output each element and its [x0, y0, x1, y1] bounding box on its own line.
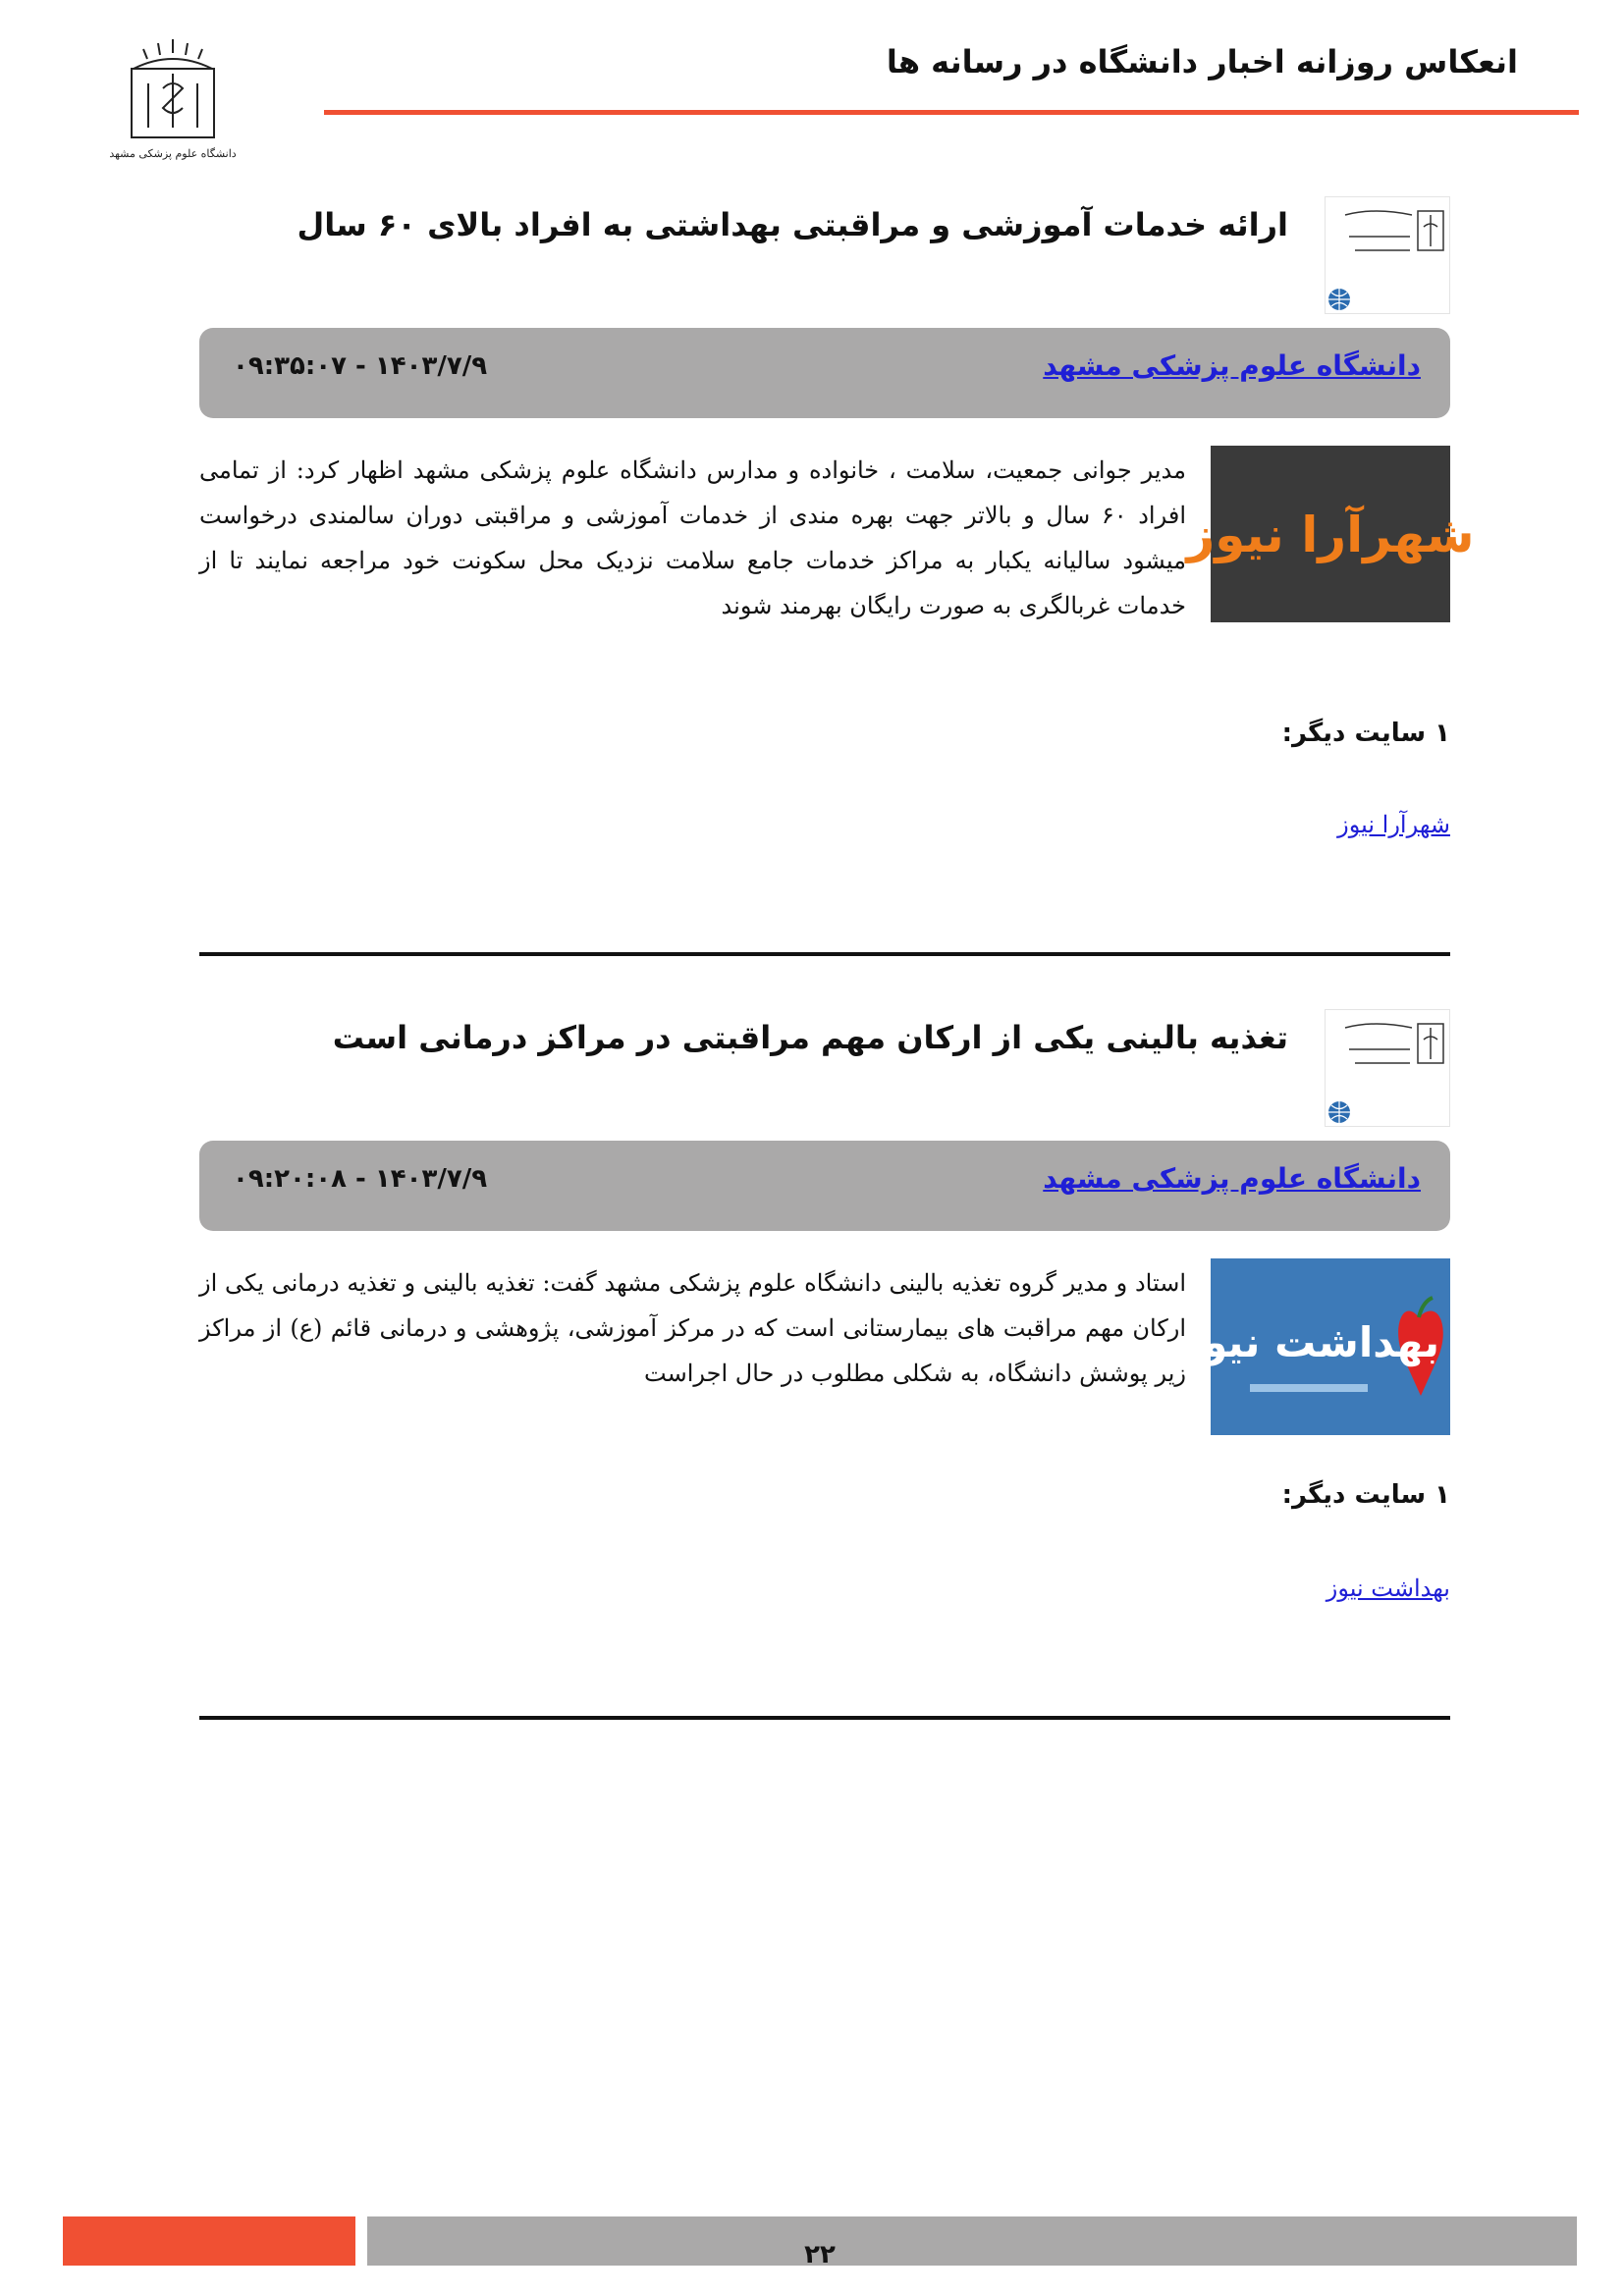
- svg-text:بهداشت نیوز: بهداشت نیوز: [1178, 1318, 1439, 1366]
- page-number: ۲۲: [804, 2240, 836, 2269]
- other-sites-label: ۱ سایت دیگر:: [1281, 1480, 1450, 1510]
- footer-bar: [367, 2216, 1577, 2266]
- other-site-link[interactable]: بهداشت نیوز: [1326, 1575, 1450, 1602]
- page-header-title: انعکاس روزانه اخبار دانشگاه در رسانه ها: [886, 43, 1518, 80]
- article-divider: [199, 952, 1450, 956]
- article-source-link[interactable]: دانشگاه علوم پزشکی مشهد: [1043, 1162, 1421, 1195]
- article-meta-bar: [199, 1141, 1450, 1231]
- source-logo-icon: [1325, 1009, 1450, 1127]
- article-divider: [199, 1716, 1450, 1720]
- article-summary: مدیر جوانی جمعیت، سلامت ، خانواده و مدارس دانشگاه علوم پزشکی مشهد اظهار کرد: از تمامی افراد ۶۰ سال و بالاتر جهت بهره مندی از خدمات آموزشی و مراقبتی دوران سالمندی درخواست میشود سالیانه یکبار به مراکز خدمات جامع سلامت نزدیک محل سکونت خود مراجعه نمایند تا از خدمات غربالگری به صورت رایگان بهرمند شوند: [199, 456, 1186, 619]
- svg-text:شهرآرا نیوز: شهرآرا نیوز: [1186, 507, 1475, 563]
- article-summary: استاد و مدیر گروه تغذیه بالینی دانشگاه علوم پزشکی مشهد گفت: تغذیه بالینی و تغذیه درمانی یکی از ارکان مهم مراقبت های بیمارستانی است که در مرکز آموزشی، پژوهشی و درمانی قائم (ع) از مراکز زیر پوشش دانشگاه، به شکلی مطلوب در حال اجراست: [199, 1269, 1186, 1387]
- article-title[interactable]: ارائه خدمات آموزشی و مراقبتی بهداشتی به افراد بالای ۶۰ سال: [297, 206, 1288, 243]
- footer-accent-bar: [63, 2216, 355, 2266]
- article-date: ۰۹:۳۵:۰۷ - ۱۴۰۳/۷/۹: [233, 351, 488, 381]
- header-divider: [324, 110, 1579, 115]
- article-source-link[interactable]: دانشگاه علوم پزشکی مشهد: [1043, 349, 1421, 382]
- other-sites-label: ۱ سایت دیگر:: [1281, 719, 1450, 748]
- article-title[interactable]: تغذیه بالینی یکی از ارکان مهم مراقبتی در مراکز درمانی است: [332, 1019, 1288, 1056]
- news-article: [196, 1009, 1453, 1735]
- article-thumbnail: [1186, 446, 1475, 622]
- university-logo: [104, 29, 242, 167]
- news-article: [196, 196, 1475, 962]
- other-site-link[interactable]: شهرآرا نیوز: [1337, 811, 1450, 838]
- article-thumbnail: [1178, 1258, 1450, 1435]
- svg-text:دانشگاه علوم پزشکی مشهد: دانشگاه علوم پزشکی مشهد: [109, 147, 237, 160]
- article-date: ۰۹:۲۰:۰۸ - ۱۴۰۳/۷/۹: [233, 1164, 488, 1194]
- article-meta-bar: [199, 328, 1450, 418]
- source-logo-icon: [1325, 196, 1450, 314]
